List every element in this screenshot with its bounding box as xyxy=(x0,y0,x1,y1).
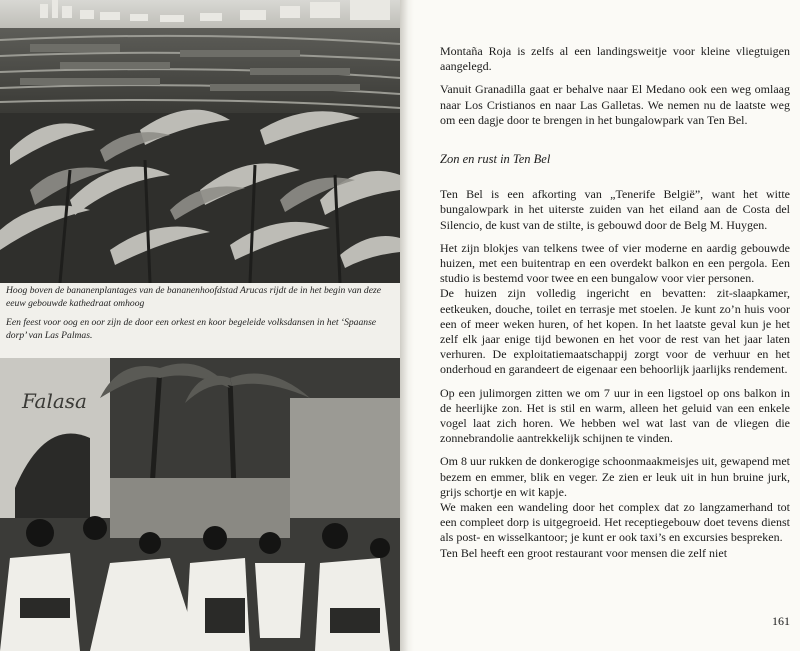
right-page xyxy=(414,0,800,651)
page-number: 161 xyxy=(772,614,790,628)
paragraph: Montaña Roja is zelfs al een landingsweitje voor kleine vliegtuigen aangelegd. xyxy=(440,44,790,74)
folk-dance-photo xyxy=(0,358,400,651)
banana-plantation-photo xyxy=(0,0,400,283)
paragraph: Om 8 uur rukken de donkerogige schoonmaakmeisjes uit, gewapend met bezem en emmer, blik en veger. Ze zien er leuk uit in hun bruine jurk, grijs schortje en wit kapje. xyxy=(440,454,790,499)
section-heading: Zon en rust in Ten Bel xyxy=(440,152,551,167)
paragraph: We maken een wandeling door het complex dat zo langzamerhand tot een compleet dorp is uitgegroeid. Het receptiegebouw doet tevens dienst als post- en wisselkantoor; je kunt er ook taxi’s en excursies bespreken. xyxy=(440,500,790,545)
paragraph: Ten Bel heeft een groot restaurant voor mensen die zelf niet xyxy=(440,545,728,560)
book-gutter xyxy=(400,0,414,651)
sign-text: Falasa xyxy=(22,389,87,413)
paragraph: Vanuit Granadilla gaat er behalve naar El Medano ook een weg omlaag naar Los Cristianos en naar Las Galletas. We nemen nu de laatste weg om een dagje door te brengen in het bungalowpark van Ten Bel. xyxy=(440,82,790,127)
caption-top-photo: Hoog boven de bananenplantages van de bananenhoofdstad Arucas rijdt de in het begin van deze eeuw gebouwde kathedraat omhoog xyxy=(6,285,381,309)
paragraph: Op een julimorgen zitten we om 7 uur in een ligstoel op ons balkon in de heerlijke zon. Het is stil en warm, alleen het geluid van een enkele vogel laat zich horen. We hebben wel wat last van de vliegen die zonnebrandolie aantrekkelijk schijnen te vinden. xyxy=(440,385,790,446)
body-text xyxy=(440,44,790,561)
caption-bottom-photo: Een feest voor oog en oor zijn de door een orkest en koor begeleide volksdansen in het ‘Spaanse dorp’ van Las Palmas. xyxy=(6,317,377,341)
photo-captions xyxy=(6,285,398,349)
paragraph: Het zijn blokjes van telkens twee of vier moderne en aardig gebouwde huizen, met een buitentrap en een overdekt balkon en een pergola. Een studio is bestemd voor twee en een bungalow voor vier personen. xyxy=(440,240,790,286)
paragraph: De huizen zijn volledig ingericht en bevatten: zit-slaapkamer, eetkeuken, douche, toilet en terrasje met stoelen. Je kunt zo’n huis voor een of meer weken huren, of het kopen. In het laatste geval kun je het zelf elk jaar enige tijd bewonen en het voor de rest van het jaar laten verhuren. De exploitatiemaatschappij zorgt voor de verhuur en het onderhoud en garandeert de eigenaar een behoorlijk jaarlijks rendement. xyxy=(440,286,790,377)
paragraph: Ten Bel is een afkorting van „Tenerife België”, want het witte bungalowpark in het uiterste zuiden van het eiland aan de Costa del Silencio, de kust van de stilte, is gebouwd door de Belg M. Huygen. xyxy=(440,187,790,232)
